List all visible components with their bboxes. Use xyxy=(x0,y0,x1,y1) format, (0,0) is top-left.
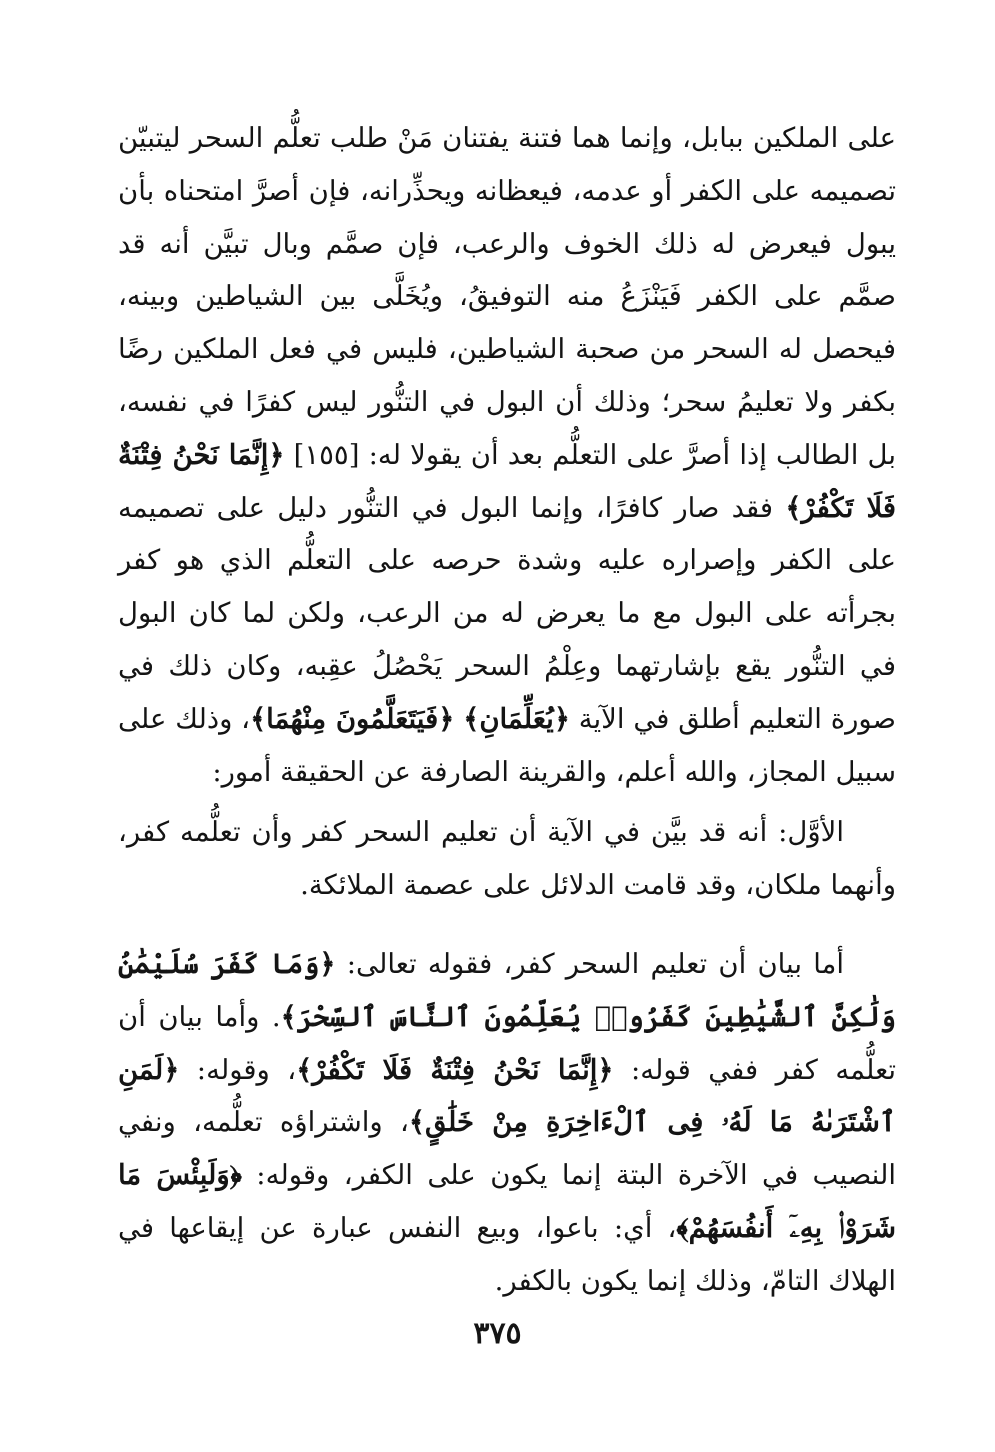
quran-verse: ﴿وَلَبِئْسَ مَا شَرَوْا۟ بِهِۦٓ أَنفُسَهُمْ﴾ xyxy=(118,1159,896,1244)
body-text: ، واشتراؤه تعلُّمه، ونفي النصيب في الآخرة البتة إنما يكون على الكفر، وقوله: xyxy=(118,1106,896,1192)
quran-verse: ﴿لَمَنِ ٱشْتَرَىٰهُ مَا لَهُۥ فِى ٱلْءَاخِرَةِ مِنْ خَلَٰقٍ﴾ xyxy=(118,1053,897,1139)
quran-verse: ﴿إِنَّمَا نَحْنُ فِتْنَةٌ فَلَا تَكْفُرْ﴾ xyxy=(118,438,896,524)
body-text: ، أي: باعوا، وبيع النفس عبارة عن إيقاعها في الهلاك التامّ، وذلك إنما يكون بالكفر. xyxy=(118,1211,896,1297)
body-text: على الملكين ببابل، وإنما هما فتنة يفتنان مَنْ طلب تعلُّم السحر ليتبيّن تصميمه على الكفر أو عدمه، فيعظانه ويحذِّرانه، فإن أصرَّ امتحناه بأن يبول فيعرض له ذلك الخوف والرعب، فإن صمَّم وبال تبيَّن أنه قد صمَّم على الكفر فَيَنْزَعُ منه التوفيقُ، ويُخَلَّى بين الشياطين وبينه، فيحصل له السحر من صحبة الشياطين، فليس في فعل الملكين رضًا بكفر ولا تعليمُ سحر؛ وذلك أن البول في التنُّور ليس كفرًا في نفسه، بل الطالب إذا أصرَّ على التعلُّم بعد أن يقولا له: [١٥٥] xyxy=(118,122,896,471)
page-body xyxy=(118,112,896,1308)
quran-verse: ﴿إِنَّمَا نَحْنُ فِتْنَةٌ فَلَا تَكْفُرْ﴾ xyxy=(296,1053,614,1086)
body-text xyxy=(454,703,463,735)
page-number: ٣٧٥ xyxy=(473,1316,522,1351)
paragraph-2 xyxy=(118,806,896,912)
quran-verse: ﴿وَمَا كَفَرَ سُلَيْمَٰنُ وَلَٰكِنَّ ٱلشَّيَٰطِينَ كَفَرُوا۟ يُعَلِّمُونَ ٱلنَّاسَ ٱلسِّحْرَ﴾ xyxy=(118,947,896,1033)
paragraph-1 xyxy=(118,112,896,798)
body-text: الأوَّل: أنه قد بيَّن في الآية أن تعليم السحر كفر وأن تعلُّمه كفر، وأنهما ملكان، وقد قامت الدلائل على عصمة الملائكة. xyxy=(118,816,896,902)
paragraph-3 xyxy=(118,938,896,1308)
body-text: . وأما بيان أن تعلُّمه كفر ففي قوله: xyxy=(118,1000,896,1086)
quran-verse: ﴿فَيَتَعَلَّمُونَ مِنْهُمَا﴾ xyxy=(250,702,455,735)
body-text: ، وذلك على سبيل المجاز، والله أعلم، والقرينة الصارفة عن الحقيقة أمور: xyxy=(118,702,896,788)
body-text: فقد صار كافرًا، وإنما البول في التنُّور دليل على تصميمه على الكفر وإصراره عليه وشدة حرصه على التعلُّم الذي هو كفر بجرأته على البول مع ما يعرض له من الرعب، ولكن لما كان البول في التنُّور يقع بإشارتهما وعِلْمُ السحر يَحْصُلُ عقِبه، وكان ذلك في صورة التعليم أطلق في الآية xyxy=(118,491,896,735)
body-text: ، وقوله: xyxy=(179,1053,297,1086)
body-text: أما بيان أن تعليم السحر كفر، فقوله تعالى: xyxy=(335,947,844,980)
quran-verse: ﴿يُعَلِّمَانِ﴾ xyxy=(463,702,570,735)
